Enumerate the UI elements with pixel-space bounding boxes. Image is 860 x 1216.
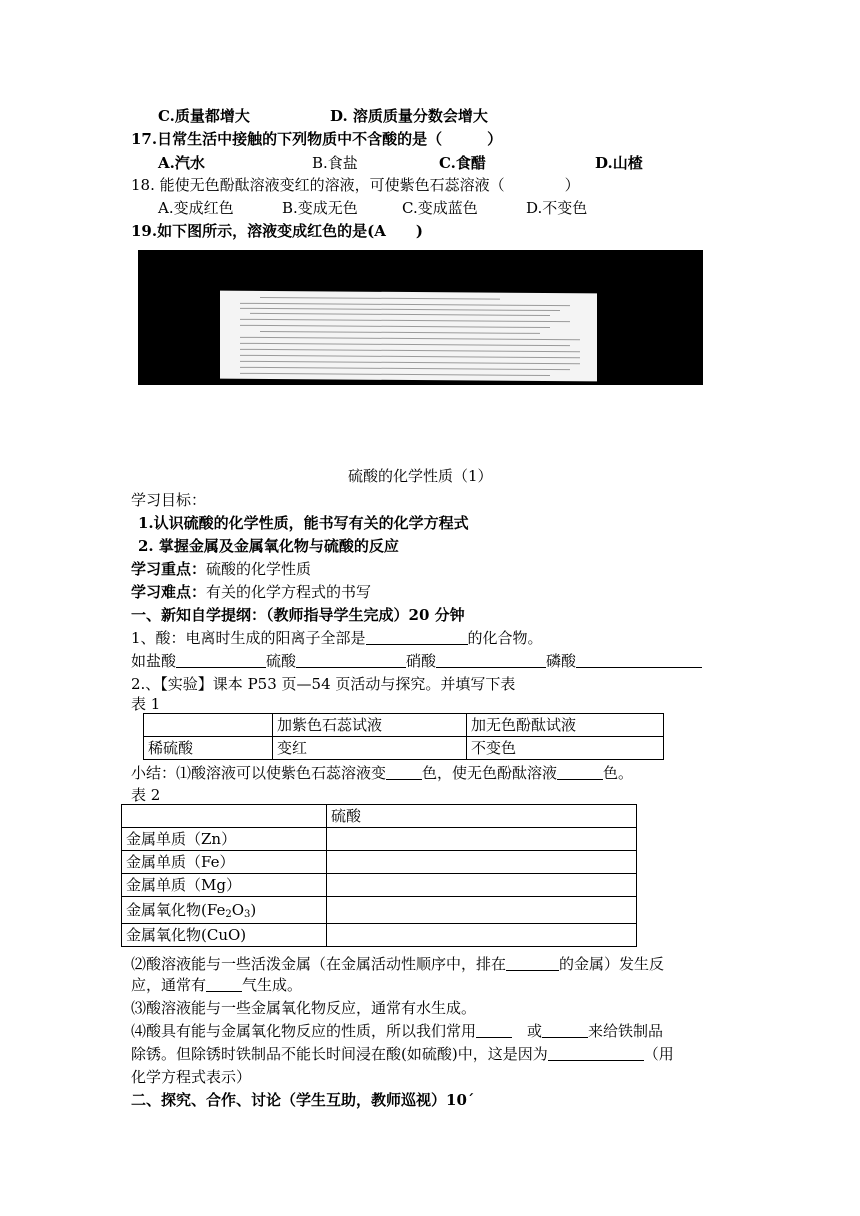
goal-1: 1.认识硫酸的化学性质，能书写有关的化学方程式	[138, 514, 469, 532]
acid-definition	[131, 628, 543, 648]
table-row	[122, 924, 637, 947]
table-row	[122, 897, 637, 924]
close-paren: )	[250, 901, 257, 919]
blank-gas[interactable]	[206, 976, 242, 992]
summary-2-cont-text: 应，通常有	[131, 976, 207, 994]
table-1-label: 表 1	[131, 695, 161, 713]
table-row	[122, 851, 637, 874]
table-cell: 金属氧化物(CuO)	[122, 924, 327, 947]
table-1	[143, 713, 664, 760]
part-2-heading: 二、探究、合作、讨论（学生互助，教师巡视）10´	[131, 1091, 475, 1109]
table-header: 加无色酚酞试液	[467, 714, 664, 737]
blank-litmus-color[interactable]	[386, 764, 422, 780]
summary-1-mid: 色，使无色酚酞溶液	[422, 764, 558, 782]
table-cell[interactable]	[327, 897, 637, 924]
fe2o3-label: 金属氧化物(Fe	[126, 901, 226, 919]
summary-1-text: 小结：⑴酸溶液可以使紫色石蕊溶液变	[131, 764, 387, 782]
blank-metal-position[interactable]	[506, 955, 559, 971]
table-cell	[122, 897, 327, 924]
blank-h3po4[interactable]	[576, 652, 702, 668]
blank-cation[interactable]	[366, 629, 468, 645]
blank-hno3[interactable]	[436, 652, 546, 668]
table-cell: 金属单质（Zn）	[122, 828, 327, 851]
summary-1-tail: 色。	[603, 764, 634, 782]
question-figure-photo	[138, 250, 703, 385]
key-point-label: 学习重点：	[131, 560, 207, 578]
q18-option-b: B.变成无色	[282, 199, 358, 217]
table-cell: 不变色	[467, 737, 664, 760]
table-cell: 稀硫酸	[144, 737, 273, 760]
table-row	[122, 874, 637, 897]
q17-options	[158, 153, 643, 173]
difficulty	[131, 582, 371, 602]
acid-definition-tail: 的化合物。	[467, 629, 543, 647]
table-row	[122, 805, 637, 828]
table-cell	[122, 805, 327, 828]
goal-2: 2. 掌握金属及金属氧化物与硫酸的反应	[138, 537, 399, 555]
table-cell[interactable]	[327, 828, 637, 851]
table-cell[interactable]	[327, 874, 637, 897]
table-row	[144, 714, 664, 737]
table-row	[144, 737, 664, 760]
summary-2-text: ⑵酸溶液能与一些活泼金属（在金属活动性顺序中，排在	[131, 955, 507, 973]
acid-hno3: 硝酸	[406, 652, 437, 670]
q18-stem: 18. 能使无色酚酞溶液变红的溶液，可使紫色石蕊溶液（ ）	[131, 176, 580, 194]
acid-h3po4: 磷酸	[546, 652, 577, 670]
summary-4-cont-tail: （用	[643, 1045, 674, 1063]
blank-equation[interactable]	[548, 1045, 644, 1061]
summary-2-cont	[131, 975, 302, 995]
oxygen-symbol: O	[231, 901, 245, 919]
blank-phenolphthalein-color[interactable]	[557, 764, 603, 780]
section-title: 硫酸的化学性质（1）	[348, 467, 493, 485]
q17-option-b: B.食盐	[312, 154, 358, 172]
summary-1	[131, 763, 633, 783]
subscript-3: 3	[244, 909, 251, 920]
table-cell: 金属单质（Mg）	[122, 874, 327, 897]
acid-hcl: 如盐酸	[131, 652, 177, 670]
acid-examples	[131, 651, 702, 671]
summary-2-mid: 的金属）发生反	[559, 955, 665, 973]
part-1-heading: 一、新知自学提纲：（教师指导学生完成）20 分钟	[131, 606, 465, 624]
key-point	[131, 559, 311, 579]
summary-4-or: 或	[527, 1022, 543, 1040]
q19-stem: 19.如下图所示，溶液变成红色的是(A )	[131, 222, 423, 240]
acid-h2so4: 硫酸	[266, 652, 297, 670]
table-header: 加紫色石蕊试液	[273, 714, 467, 737]
table-row	[122, 828, 637, 851]
q16-options	[158, 106, 488, 126]
q17-option-c: C.食醋	[439, 154, 486, 172]
key-point-text: 硫酸的化学性质	[206, 560, 312, 578]
table-cell: 变红	[273, 737, 467, 760]
blank-hcl[interactable]	[176, 652, 266, 668]
table-header: 硫酸	[327, 805, 637, 828]
q17-option-a: A.汽水	[158, 154, 205, 172]
q18-option-d: D.不变色	[526, 199, 588, 217]
difficulty-text: 有关的化学方程式的书写	[206, 583, 372, 601]
q16-option-d: D. 溶质质量分数会增大	[330, 107, 488, 125]
experiment-instruction: 2.、【实验】课本 P53 页—54 页活动与探究。并填写下表	[131, 675, 516, 693]
q17-stem: 17.日常生活中接触的下列物质中不含酸的是（ ）	[131, 130, 503, 148]
q18-option-a: A.变成红色	[158, 199, 234, 217]
table-cell[interactable]	[327, 924, 637, 947]
q18-options	[158, 198, 587, 218]
table-cell	[144, 714, 273, 737]
table-2-label: 表 2	[131, 786, 161, 804]
summary-4-mid: 来给铁制品	[588, 1022, 664, 1040]
summary-4-end: 化学方程式表示）	[131, 1068, 252, 1086]
blank-h2so4[interactable]	[296, 652, 406, 668]
table-cell: 金属单质（Fe）	[122, 851, 327, 874]
blank-acid-2[interactable]	[542, 1022, 588, 1038]
q18-option-c: C.变成蓝色	[402, 199, 478, 217]
q16-option-c: C.质量都增大	[158, 107, 250, 125]
summary-2	[131, 954, 664, 974]
table-2	[121, 804, 637, 947]
summary-4	[131, 1021, 663, 1041]
acid-definition-text: 1、酸：电离时生成的阳离子全部是	[131, 629, 366, 647]
q17-option-d: D.山楂	[595, 154, 643, 172]
summary-3: ⑶酸溶液能与一些金属氧化物反应，通常有水生成。	[131, 999, 477, 1017]
table-cell[interactable]	[327, 851, 637, 874]
summary-4-cont	[131, 1044, 674, 1064]
blank-acid-1[interactable]	[476, 1022, 512, 1038]
goals-label: 学习目标：	[131, 491, 207, 509]
difficulty-label: 学习难点：	[131, 583, 207, 601]
photo-paper-sheet	[220, 291, 597, 382]
summary-4-cont-text: 除锈。但除锈时铁制品不能长时间浸在酸(如硫酸)中，这是因为	[131, 1045, 548, 1063]
summary-2-tail: 气生成。	[242, 976, 303, 994]
subscript-2: 2	[225, 909, 232, 920]
summary-4-text: ⑷酸具有能与金属氧化物反应的性质，所以我们常用	[131, 1022, 477, 1040]
